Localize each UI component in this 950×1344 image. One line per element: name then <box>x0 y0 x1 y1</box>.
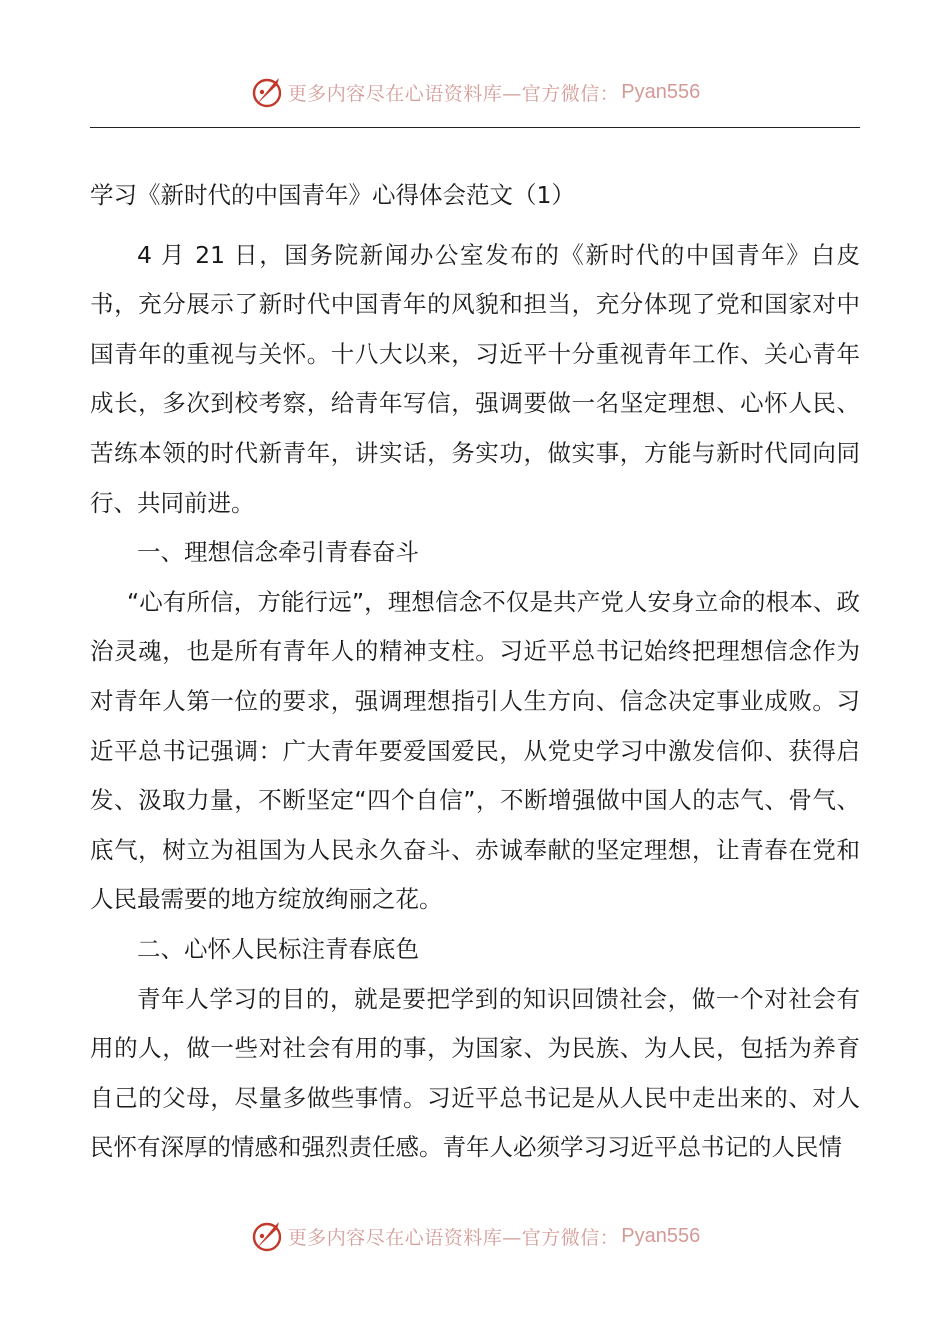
header-banner <box>0 72 950 112</box>
footer-wechat-id: Pyan556 <box>621 1224 701 1247</box>
paragraph-intro: 4 月 21 日，国务院新闻办公室发布的《新时代的中国青年》白皮书，充分展示了新时代中国青年的风貌和担当，充分体现了党和国家对中国青年的重视与关怀。十八大以来，习近平十分重视青年工作、关心青年成长，多次到校考察，给青年写信，强调要做一名坚定理想、心怀人民、苦练本领的时代新青年，讲实话，务实功，做实事，方能与新时代同向同行、共同前进。 <box>90 240 860 517</box>
header-divider <box>90 127 860 128</box>
quill-pen-logo-icon <box>250 1219 284 1253</box>
section-heading-2: 二、心怀人民标注青春底色 <box>137 934 419 963</box>
quill-pen-logo-icon <box>250 75 284 109</box>
paragraph-section-1: “心有所信，方能行远”，理想信念不仅是共产党人安身立命的根本、政治灵魂，也是所有青年人的精神支柱。习近平总书记始终把理想信念作为对青年人第一位的要求，强调理想指引人生方向、信念决定事业成败。习近平总书记强调：广大青年要爱国爱民，从党史学习中激发信仰、获得启发、汲取力量，不断坚定“四个自信”，不断增强做中国人的志气、骨气、底气，树立为祖国为人民永久奋斗、赤诚奉献的坚定理想，让青春在党和人民最需要的地方绽放绚丽之花。 <box>90 587 860 914</box>
footer-banner <box>0 1216 950 1256</box>
section-heading-1: 一、理想信念牵引青春奋斗 <box>137 538 419 567</box>
header-wechat-id: Pyan556 <box>621 80 701 103</box>
document-body <box>90 171 860 1173</box>
header-banner-text: 更多内容尽在心语资料库—官方微信： <box>287 82 620 105</box>
footer-banner-text: 更多内容尽在心语资料库—官方微信： <box>287 1226 620 1249</box>
paragraph-section-2: 青年人学习的目的，就是要把学到的知识回馈社会，做一个对社会有用的人，做一些对社会有用的事，为国家、为民族、为人民，包括为养育自己的父母，尽量多做些事情。习近平总书记是从人民中走出来的、对人民怀有深厚的情感和强烈责任感。青年人必须学习习近平总书记的人民情 <box>90 984 860 1162</box>
document-title: 学习《新时代的中国青年》心得体会范文（1） <box>90 181 575 209</box>
